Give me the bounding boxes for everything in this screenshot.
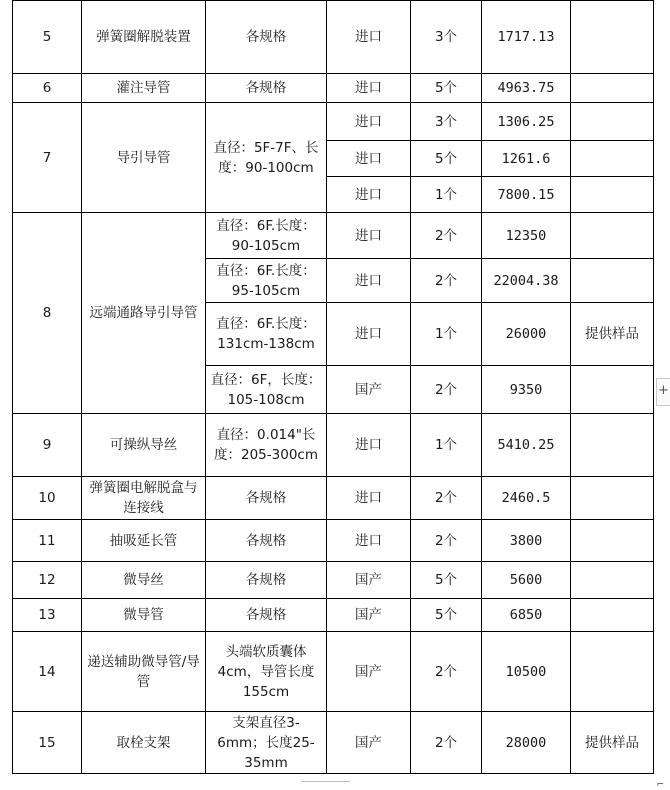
cell-price: 2460.5 [482,477,571,520]
cell-price: 1717.13 [482,1,571,74]
cell-origin: 进口 [327,1,411,74]
cell-spec: 直径：5F-7F、长度：90-100cm [206,103,327,213]
cell-note [571,74,654,103]
cell-no: 9 [13,414,82,477]
cell-origin: 进口 [327,103,411,141]
cell-origin: 进口 [327,213,411,259]
cell-spec: 各规格 [206,477,327,520]
cell-spec: 支架直径3-6mm；长度25-35mm [206,712,327,774]
cell-qty: 3个 [411,1,482,74]
cell-price: 4963.75 [482,74,571,103]
cell-qty: 2个 [411,366,482,414]
cell-note [571,599,654,632]
cell-spec: 各规格 [206,599,327,632]
cell-no: 7 [13,103,82,213]
table-row [13,562,654,599]
cell-qty: 1个 [411,177,482,213]
cell-no: 11 [13,520,82,562]
cell-origin: 进口 [327,74,411,103]
cell-note [571,477,654,520]
cell-qty: 2个 [411,632,482,712]
cell-price: 5600 [482,562,571,599]
cell-note [571,103,654,141]
cell-price: 28000 [482,712,571,774]
cell-origin: 国产 [327,712,411,774]
table-row [13,712,654,774]
cell-qty: 2个 [411,213,482,259]
cell-qty: 2个 [411,712,482,774]
cell-note [571,520,654,562]
cell-note [571,1,654,74]
table-row [13,520,654,562]
cell-origin: 进口 [327,141,411,177]
cell-note [571,366,654,414]
cell-no: 13 [13,599,82,632]
cell-origin: 进口 [327,259,411,303]
cell-note: 提供样品 [571,303,654,366]
cell-origin: 国产 [327,562,411,599]
cell-spec: 各规格 [206,1,327,74]
cell-origin: 进口 [327,177,411,213]
cell-origin: 国产 [327,632,411,712]
cell-spec: 直径：0.014"长度：205-300cm [206,414,327,477]
cell-note [571,632,654,712]
cell-price: 12350 [482,213,571,259]
table-row [13,477,654,520]
table-row [13,103,654,141]
cell-origin: 国产 [327,366,411,414]
cell-qty: 2个 [411,477,482,520]
cell-origin: 进口 [327,303,411,366]
cell-spec: 直径：6F.长度：90-105cm [206,213,327,259]
cell-name: 可操纵导丝 [82,414,206,477]
cell-note [571,141,654,177]
table-row [13,599,654,632]
cell-price: 22004.38 [482,259,571,303]
cell-price: 5410.25 [482,414,571,477]
cell-note [571,177,654,213]
table-row [13,74,654,103]
cell-name: 远端通路导引导管 [82,213,206,414]
cell-qty: 3个 [411,103,482,141]
cell-qty: 2个 [411,520,482,562]
cell-qty: 5个 [411,74,482,103]
cell-spec: 各规格 [206,520,327,562]
cell-note [571,259,654,303]
equipment-table [12,0,654,774]
corner-mark-icon: ⌐ [656,780,664,790]
cell-spec: 直径：6F.长度：95-105cm [206,259,327,303]
cell-price: 10500 [482,632,571,712]
cell-spec: 直径：6F.长度：131cm-138cm [206,303,327,366]
cell-qty: 1个 [411,414,482,477]
table-row [13,632,654,712]
cell-origin: 国产 [327,599,411,632]
cell-spec: 头端软质囊体4cm，导管长度155cm [206,632,327,712]
cell-origin: 进口 [327,520,411,562]
cell-qty: 5个 [411,599,482,632]
cell-price: 6850 [482,599,571,632]
cell-no: 15 [13,712,82,774]
cell-name: 导引导管 [82,103,206,213]
cell-name: 微导丝 [82,562,206,599]
cell-spec: 各规格 [206,562,327,599]
cell-note [571,562,654,599]
cell-spec: 直径：6F，长度：105-108cm [206,366,327,414]
cell-origin: 进口 [327,414,411,477]
cell-name: 递送辅助微导管/导管 [82,632,206,712]
cell-price: 9350 [482,366,571,414]
cell-no: 10 [13,477,82,520]
cell-price: 7800.15 [482,177,571,213]
cell-no: 8 [13,213,82,414]
cell-note [571,414,654,477]
table-row [13,1,654,74]
cell-price: 1261.6 [482,141,571,177]
table-row [13,414,654,477]
cell-name: 弹簧圈解脱装置 [82,1,206,74]
cell-name: 取栓支架 [82,712,206,774]
cell-price: 1306.25 [482,103,571,141]
cell-qty: 2个 [411,259,482,303]
cell-price: 3800 [482,520,571,562]
table-row [13,213,654,259]
cell-note: 提供样品 [571,712,654,774]
cell-qty: 5个 [411,562,482,599]
cell-qty: 5个 [411,141,482,177]
cell-price: 26000 [482,303,571,366]
cell-no: 5 [13,1,82,74]
cell-note [571,213,654,259]
cell-qty: 1个 [411,303,482,366]
cell-origin: 进口 [327,477,411,520]
cell-name: 灌注导管 [82,74,206,103]
add-row-button[interactable]: + [656,378,670,406]
cell-spec: 各规格 [206,74,327,103]
cell-name: 弹簧圈电解脱盒与连接线 [82,477,206,520]
cell-name: 微导管 [82,599,206,632]
cell-name: 抽吸延长管 [82,520,206,562]
cell-no: 6 [13,74,82,103]
cell-no: 14 [13,632,82,712]
cell-no: 12 [13,562,82,599]
